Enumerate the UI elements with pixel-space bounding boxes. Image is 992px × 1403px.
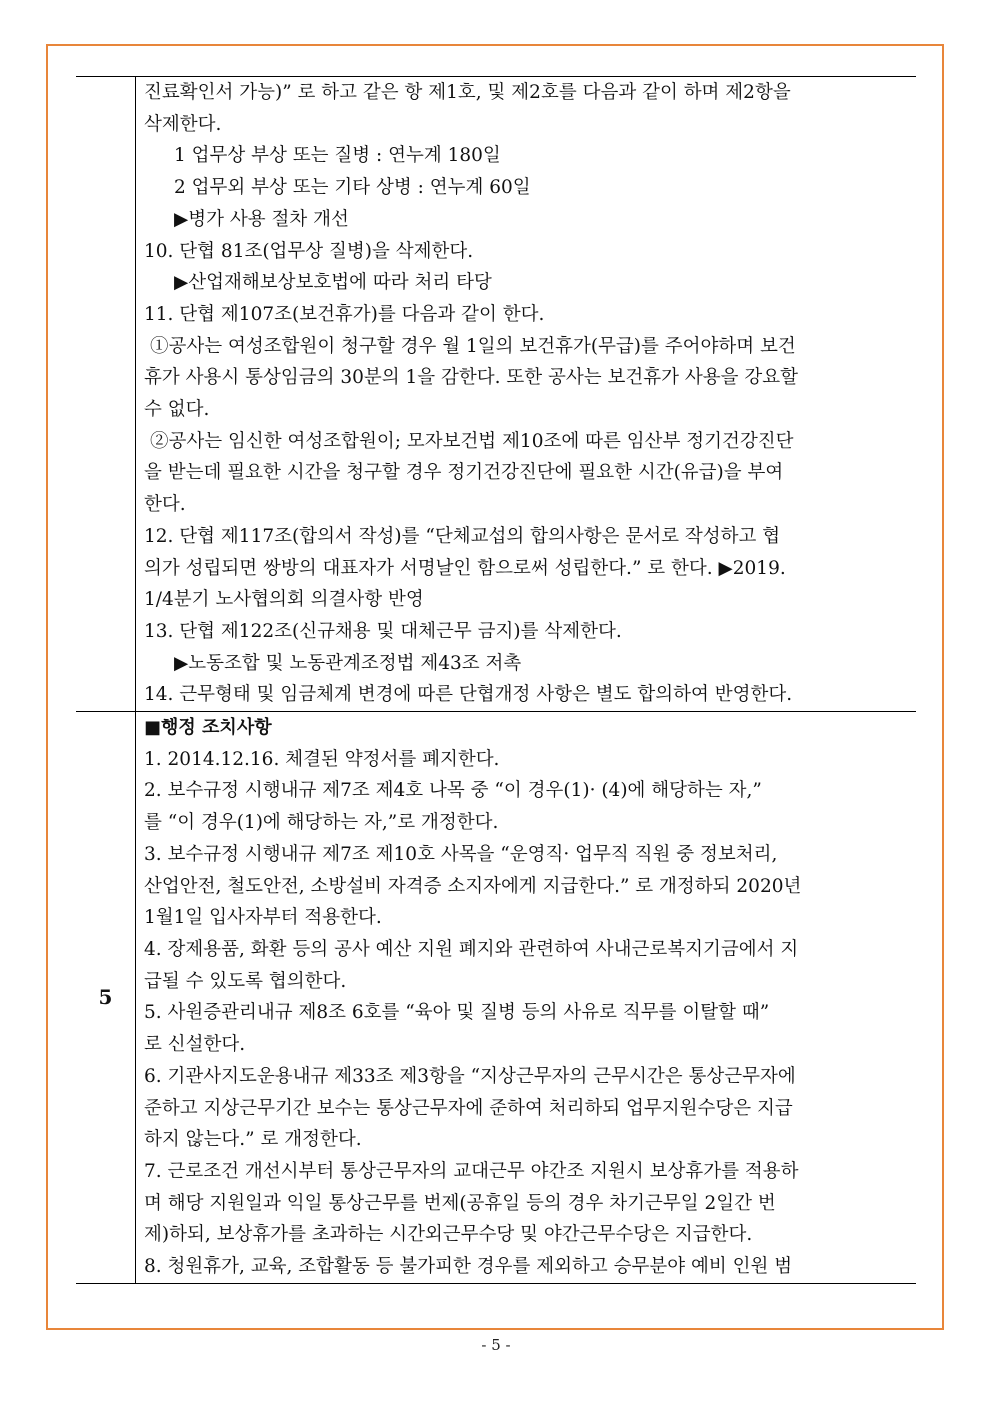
text-line: 준하고 지상근무기간 보수는 통상근무자에 준하여 처리하되 업무지원수당은 지급	[144, 1097, 793, 1119]
row-content	[136, 712, 916, 1283]
text-line: 진료확인서 가능)” 로 하고 같은 항 제1호, 및 제2호를 다음과 같이 하며 제2항을	[144, 82, 791, 103]
text-line: 12. 단협 제117조(합의서 작성)를 “단체교섭의 합의사항은 문서로 작성하고 협	[144, 525, 781, 547]
page-number: - 5 -	[481, 1336, 511, 1354]
text-line: 11. 단협 제107조(보건휴가)를 다음과 같이 한다.	[144, 303, 545, 325]
text-line: 한다.	[144, 494, 186, 516]
text-line: 을 받는데 필요한 시간을 청구할 경우 정기건강진단에 필요한 시간(유급)을 부여	[144, 462, 784, 484]
text-line: 1 업무상 부상 또는 질병 : 연누계 180일	[174, 145, 501, 167]
text-line: 13. 단협 제122조(신규채용 및 대체근무 금지)를 삭제한다.	[144, 620, 622, 642]
text-line: 4. 장제용품, 화환 등의 공사 예산 지원 폐지와 관련하여 사내근로복지기금에서 지	[144, 938, 799, 960]
agreement-table	[76, 76, 916, 1284]
text-line: 2 업무외 부상 또는 기타 상병 : 연누계 60일	[174, 177, 531, 199]
text-line: ②공사는 임신한 여성조합원이; 모자보건법 제10조에 따른 임산부 정기건강진단	[150, 430, 794, 452]
text-line: 1월1일 입사자부터 적용한다.	[144, 907, 382, 929]
text-line: 8. 청원휴가, 교육, 조합활동 등 불가피한 경우를 제외하고 승무분야 예비 인원 범	[144, 1256, 793, 1278]
row-number-cell: 5	[76, 712, 136, 1283]
text-line: 14. 근무형태 및 임금체계 변경에 따른 단협개정 사항은 별도 합의하여 반영한다.	[144, 684, 793, 706]
table-row-5	[76, 711, 916, 1284]
text-line: 휴가 사용시 통상임금의 30분의 1을 감한다. 또한 공사는 보건휴가 사용을 강요할	[144, 367, 799, 389]
text-line: 산업안전, 철도안전, 소방설비 자격증 소지자에게 지급한다.” 로 개정하되 2020년	[144, 875, 802, 897]
row-content	[136, 77, 916, 711]
text-line: 3. 보수규정 시행내규 제7조 제10호 사목을 “운영직· 업무직 직원 중 정보처리,	[144, 843, 778, 865]
text-line: 의가 성립되면 쌍방의 대표자가 서명날인 함으로써 성립한다.” 로 한다. ▶2019.	[144, 557, 786, 579]
text-line: 제)하되, 보상휴가를 초과하는 시간외근무수당 및 야간근무수당은 지급한다.	[144, 1224, 753, 1246]
section-heading: ■행정 조치사항	[144, 717, 272, 739]
text-line: 삭제한다.	[144, 113, 222, 135]
text-line: 며 해당 지원일과 익일 통상근무를 번제(공휴일 등의 경우 차기근무일 2일간 번	[144, 1192, 776, 1214]
text-line: 급될 수 있도록 협의한다.	[144, 970, 347, 992]
text-line: ▶병가 사용 절차 개선	[174, 208, 349, 230]
text-line: 7. 근로조건 개선시부터 통상근무자의 교대근무 야간조 지원시 보상휴가를 적용하	[144, 1160, 799, 1182]
text-line: 6. 기관사지도운용내규 제33조 제3항을 “지상근무자의 근무시간은 통상근무자에	[144, 1065, 796, 1087]
text-line: 1/4분기 노사협의회 의결사항 반영	[144, 589, 424, 611]
text-line: 수 없다.	[144, 399, 210, 421]
text-line: ▶노동조합 및 노동관계조정법 제43조 저촉	[174, 652, 522, 674]
text-line: 10. 단협 81조(업무상 질병)을 삭제한다.	[144, 240, 474, 262]
row-number-cell	[76, 77, 136, 711]
text-line: 2. 보수규정 시행내규 제7조 제4호 나목 중 “이 경우(1)· (4)에 해당하는 자,”	[144, 780, 762, 802]
table-row-continued	[76, 76, 916, 711]
text-line: 5. 사원증관리내규 제8조 6호를 “육아 및 질병 등의 사유로 직무를 이탈할 때”	[144, 1002, 770, 1024]
text-line: 를 “이 경우(1)에 해당하는 자,”로 개정한다.	[144, 812, 499, 834]
text-line: ▶산업재해보상보호법에 따라 처리 타당	[174, 272, 492, 294]
text-line: 하지 않는다.” 로 개정한다.	[144, 1129, 362, 1151]
text-line: 1. 2014.12.16. 체결된 약정서를 폐지한다.	[144, 748, 500, 770]
text-line: 로 신설한다.	[144, 1034, 246, 1056]
text-line: ①공사는 여성조합원이 청구할 경우 월 1일의 보건휴가(무급)를 주어야하며 보건	[150, 335, 796, 357]
